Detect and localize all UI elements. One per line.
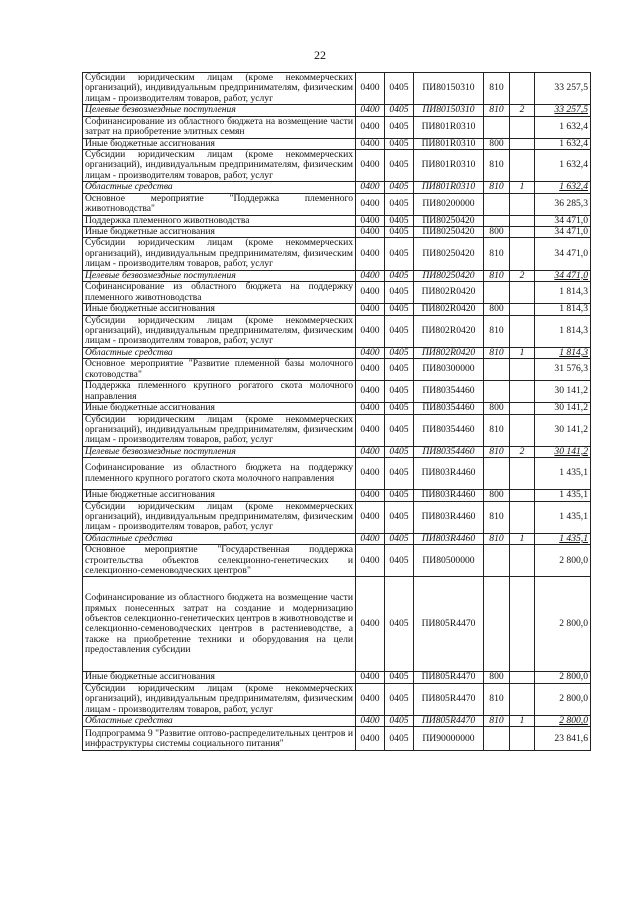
section-code: 0400 <box>356 347 385 358</box>
expense-type-code: 810 <box>484 315 510 347</box>
amount: 30 141,2 <box>535 414 591 446</box>
row-name: Областные средства <box>83 182 356 193</box>
section-code: 0400 <box>356 150 385 182</box>
row-name: Областные средства <box>83 716 356 727</box>
amount: 30 141,2 <box>535 403 591 414</box>
source-code: 2 <box>510 270 535 281</box>
section-code: 0400 <box>356 238 385 270</box>
table-row <box>83 116 591 138</box>
table-row <box>83 193 591 215</box>
table-row <box>83 577 591 672</box>
source-code: 2 <box>510 105 535 116</box>
table-row <box>83 105 591 116</box>
source-code <box>510 545 535 577</box>
section-code: 0400 <box>356 501 385 533</box>
amount: 34 471,0 <box>535 227 591 238</box>
row-name: Иные бюджетные ассигнования <box>83 672 356 683</box>
section-code: 0400 <box>356 304 385 315</box>
table-row <box>83 270 591 281</box>
subsection-code: 0405 <box>385 315 414 347</box>
table-row <box>83 501 591 533</box>
target-article-code: ПИ80250420 <box>414 227 484 238</box>
target-article-code: ПИ803R4460 <box>414 533 484 544</box>
expense-type-code: 810 <box>484 105 510 116</box>
row-name: Целевые безвозмездные поступления <box>83 446 356 457</box>
target-article-code: ПИ80250420 <box>414 238 484 270</box>
section-code: 0400 <box>356 73 385 105</box>
subsection-code: 0405 <box>385 716 414 727</box>
amount: 23 841,6 <box>535 727 591 751</box>
source-code <box>510 73 535 105</box>
expense-type-code: 810 <box>484 182 510 193</box>
subsection-code: 0405 <box>385 182 414 193</box>
target-article-code: ПИ80354460 <box>414 446 484 457</box>
subsection-code: 0405 <box>385 227 414 238</box>
subsection-code: 0405 <box>385 347 414 358</box>
expense-type-code: 800 <box>484 138 510 149</box>
amount: 1 435,1 <box>535 533 591 544</box>
source-code <box>510 304 535 315</box>
section-code: 0400 <box>356 727 385 751</box>
target-article-code: ПИ80250420 <box>414 215 484 226</box>
table-row <box>83 238 591 270</box>
source-code <box>510 403 535 414</box>
target-article-code: ПИ803R4460 <box>414 458 484 490</box>
row-name: Софинансирование из областного бюджета на поддержку племенного крупного рогатого скота молочного направления <box>83 458 356 490</box>
expense-type-code <box>484 577 510 672</box>
table-row <box>83 347 591 358</box>
amount: 2 800,0 <box>535 672 591 683</box>
expense-type-code: 810 <box>484 501 510 533</box>
source-code <box>510 315 535 347</box>
amount: 1 814,3 <box>535 282 591 304</box>
source-code <box>510 116 535 138</box>
target-article-code: ПИ805R4470 <box>414 672 484 683</box>
section-code: 0400 <box>356 716 385 727</box>
row-name: Субсидии юридическим лицам (кроме некоммерческих организаций), индивидуальным предпринимателям, физическим лицам - производителям товаров, работ, услуг <box>83 238 356 270</box>
subsection-code: 0405 <box>385 501 414 533</box>
table-row <box>83 359 591 381</box>
section-code: 0400 <box>356 545 385 577</box>
subsection-code: 0405 <box>385 414 414 446</box>
row-name: Основное мероприятие "Развитие племенной базы молочного скотоводства" <box>83 359 356 381</box>
row-name: Подпрограмма 9 "Развитие оптово-распределительных центров и инфраструктуры системы социального питания" <box>83 727 356 751</box>
source-code <box>510 501 535 533</box>
subsection-code: 0405 <box>385 672 414 683</box>
table-row <box>83 716 591 727</box>
target-article-code: ПИ80354460 <box>414 414 484 446</box>
row-name: Субсидии юридическим лицам (кроме некоммерческих организаций), индивидуальным предпринимателям, физическим лицам - производителям товаров, работ, услуг <box>83 73 356 105</box>
source-code: 1 <box>510 182 535 193</box>
amount: 33 257,5 <box>535 73 591 105</box>
expense-type-code <box>484 381 510 403</box>
amount: 1 435,1 <box>535 490 591 501</box>
expense-type-code <box>484 727 510 751</box>
source-code: 1 <box>510 716 535 727</box>
subsection-code: 0405 <box>385 304 414 315</box>
amount: 30 141,2 <box>535 381 591 403</box>
section-code: 0400 <box>356 193 385 215</box>
budget-table <box>82 72 591 751</box>
source-code <box>510 381 535 403</box>
table-row <box>83 215 591 226</box>
section-code: 0400 <box>356 381 385 403</box>
subsection-code: 0405 <box>385 193 414 215</box>
target-article-code: ПИ80150310 <box>414 105 484 116</box>
expense-type-code: 800 <box>484 304 510 315</box>
target-article-code: ПИ802R0420 <box>414 304 484 315</box>
target-article-code: ПИ80354460 <box>414 381 484 403</box>
row-name: Основное мероприятие "Поддержка племенного животноводства" <box>83 193 356 215</box>
amount: 1 632,4 <box>535 116 591 138</box>
row-name: Целевые безвозмездные поступления <box>83 270 356 281</box>
amount: 30 141,2 <box>535 446 591 457</box>
expense-type-code: 810 <box>484 347 510 358</box>
amount: 1 814,3 <box>535 347 591 358</box>
table-row <box>83 381 591 403</box>
section-code: 0400 <box>356 215 385 226</box>
row-name: Иные бюджетные ассигнования <box>83 403 356 414</box>
source-code <box>510 683 535 715</box>
table-row <box>83 315 591 347</box>
section-code: 0400 <box>356 227 385 238</box>
row-name: Областные средства <box>83 533 356 544</box>
amount: 36 285,3 <box>535 193 591 215</box>
source-code <box>510 238 535 270</box>
subsection-code: 0405 <box>385 683 414 715</box>
table-row <box>83 150 591 182</box>
table-row <box>83 458 591 490</box>
subsection-code: 0405 <box>385 381 414 403</box>
source-code <box>510 150 535 182</box>
subsection-code: 0405 <box>385 215 414 226</box>
expense-type-code: 800 <box>484 672 510 683</box>
budget-table-body <box>83 73 591 751</box>
row-name: Софинансирование из областного бюджета на возмещение части затрат на приобретение элитных семян <box>83 116 356 138</box>
expense-type-code <box>484 282 510 304</box>
expense-type-code: 810 <box>484 270 510 281</box>
expense-type-code: 810 <box>484 683 510 715</box>
subsection-code: 0405 <box>385 116 414 138</box>
target-article-code: ПИ802R0420 <box>414 315 484 347</box>
amount: 34 471,0 <box>535 215 591 226</box>
expense-type-code <box>484 545 510 577</box>
target-article-code: ПИ801R0310 <box>414 182 484 193</box>
table-row <box>83 182 591 193</box>
target-article-code: ПИ801R0310 <box>414 116 484 138</box>
amount: 1 632,4 <box>535 138 591 149</box>
source-code <box>510 227 535 238</box>
table-row <box>83 545 591 577</box>
target-article-code: ПИ801R0310 <box>414 138 484 149</box>
subsection-code: 0405 <box>385 533 414 544</box>
section-code: 0400 <box>356 270 385 281</box>
subsection-code: 0405 <box>385 727 414 751</box>
source-code: 2 <box>510 446 535 457</box>
amount: 2 800,0 <box>535 545 591 577</box>
amount: 1 814,3 <box>535 315 591 347</box>
amount: 2 800,0 <box>535 577 591 672</box>
subsection-code: 0405 <box>385 138 414 149</box>
row-name: Субсидии юридическим лицам (кроме некоммерческих организаций), индивидуальным предпринимателям, физическим лицам - производителям товаров, работ, услуг <box>83 501 356 533</box>
table-row <box>83 227 591 238</box>
source-code: 1 <box>510 347 535 358</box>
expense-type-code: 810 <box>484 533 510 544</box>
section-code: 0400 <box>356 458 385 490</box>
section-code: 0400 <box>356 138 385 149</box>
amount: 33 257,5 <box>535 105 591 116</box>
amount: 34 471,0 <box>535 270 591 281</box>
expense-type-code: 810 <box>484 73 510 105</box>
expense-type-code: 810 <box>484 446 510 457</box>
table-row <box>83 490 591 501</box>
page-number: 22 <box>314 48 326 62</box>
row-name: Субсидии юридическим лицам (кроме некоммерческих организаций), индивидуальным предпринимателям, физическим лицам - производителям товаров, работ, услуг <box>83 150 356 182</box>
row-name: Иные бюджетные ассигнования <box>83 138 356 149</box>
table-row <box>83 533 591 544</box>
section-code: 0400 <box>356 282 385 304</box>
target-article-code: ПИ803R4460 <box>414 490 484 501</box>
amount: 2 800,0 <box>535 716 591 727</box>
row-name: Иные бюджетные ассигнования <box>83 227 356 238</box>
target-article-code: ПИ805R4470 <box>414 683 484 715</box>
target-article-code: ПИ805R4470 <box>414 577 484 672</box>
expense-type-code: 810 <box>484 238 510 270</box>
subsection-code: 0405 <box>385 458 414 490</box>
row-name: Субсидии юридическим лицам (кроме некоммерческих организаций), индивидуальным предпринимателям, физическим лицам - производителям товаров, работ, услуг <box>83 414 356 446</box>
expense-type-code <box>484 359 510 381</box>
row-name: Субсидии юридическим лицам (кроме некоммерческих организаций), индивидуальным предпринимателям, физическим лицам - производителям товаров, работ, услуг <box>83 315 356 347</box>
target-article-code: ПИ80354460 <box>414 403 484 414</box>
row-name: Иные бюджетные ассигнования <box>83 490 356 501</box>
table-row <box>83 138 591 149</box>
section-code: 0400 <box>356 403 385 414</box>
row-name: Субсидии юридическим лицам (кроме некоммерческих организаций), индивидуальным предпринимателям, физическим лицам - производителям товаров, работ, услуг <box>83 683 356 715</box>
expense-type-code <box>484 116 510 138</box>
amount: 34 471,0 <box>535 238 591 270</box>
source-code <box>510 577 535 672</box>
table-row <box>83 446 591 457</box>
source-code <box>510 727 535 751</box>
table-row <box>83 672 591 683</box>
section-code: 0400 <box>356 490 385 501</box>
source-code <box>510 672 535 683</box>
source-code <box>510 138 535 149</box>
target-article-code: ПИ90000000 <box>414 727 484 751</box>
amount: 1 435,1 <box>535 501 591 533</box>
amount: 1 814,3 <box>535 304 591 315</box>
expense-type-code <box>484 215 510 226</box>
row-name: Основное мероприятие "Государственная поддержка строительства объектов селекционно-генетических и селекционно-семеноводческих центров" <box>83 545 356 577</box>
section-code: 0400 <box>356 672 385 683</box>
source-code <box>510 414 535 446</box>
expense-type-code: 800 <box>484 490 510 501</box>
expense-type-code: 800 <box>484 403 510 414</box>
amount: 1 632,4 <box>535 182 591 193</box>
section-code: 0400 <box>356 116 385 138</box>
target-article-code: ПИ80250420 <box>414 270 484 281</box>
section-code: 0400 <box>356 182 385 193</box>
subsection-code: 0405 <box>385 270 414 281</box>
expense-type-code: 800 <box>484 227 510 238</box>
row-name: Софинансирование из областного бюджета на возмещение части прямых понесенных затрат на создание и модернизацию объектов селекционно-генетических центров в животноводстве и селекционно-семеноводческих центров в растениеводстве, а также на приобретение техники и оборудования на цели предоставления субсидии <box>83 577 356 672</box>
source-code <box>510 193 535 215</box>
row-name: Иные бюджетные ассигнования <box>83 304 356 315</box>
section-code: 0400 <box>356 105 385 116</box>
section-code: 0400 <box>356 359 385 381</box>
expense-type-code: 810 <box>484 716 510 727</box>
target-article-code: ПИ80150310 <box>414 73 484 105</box>
target-article-code: ПИ801R0310 <box>414 150 484 182</box>
source-code <box>510 215 535 226</box>
subsection-code: 0405 <box>385 403 414 414</box>
target-article-code: ПИ805R4470 <box>414 716 484 727</box>
table-row <box>83 304 591 315</box>
table-row <box>83 683 591 715</box>
subsection-code: 0405 <box>385 238 414 270</box>
source-code <box>510 359 535 381</box>
subsection-code: 0405 <box>385 105 414 116</box>
row-name: Целевые безвозмездные поступления <box>83 105 356 116</box>
row-name: Поддержка племенного крупного рогатого скота молочного направления <box>83 381 356 403</box>
expense-type-code: 810 <box>484 414 510 446</box>
subsection-code: 0405 <box>385 446 414 457</box>
table-row <box>83 282 591 304</box>
source-code: 1 <box>510 533 535 544</box>
subsection-code: 0405 <box>385 73 414 105</box>
section-code: 0400 <box>356 577 385 672</box>
subsection-code: 0405 <box>385 490 414 501</box>
row-name: Софинансирование из областного бюджета на поддержку племенного животноводства <box>83 282 356 304</box>
target-article-code: ПИ80500000 <box>414 545 484 577</box>
target-article-code: ПИ802R0420 <box>414 347 484 358</box>
table-row <box>83 414 591 446</box>
table-row <box>83 403 591 414</box>
section-code: 0400 <box>356 683 385 715</box>
subsection-code: 0405 <box>385 150 414 182</box>
source-code <box>510 490 535 501</box>
section-code: 0400 <box>356 533 385 544</box>
subsection-code: 0405 <box>385 577 414 672</box>
amount: 1 435,1 <box>535 458 591 490</box>
target-article-code: ПИ80200000 <box>414 193 484 215</box>
expense-type-code <box>484 458 510 490</box>
expense-type-code: 810 <box>484 150 510 182</box>
amount: 2 800,0 <box>535 683 591 715</box>
source-code <box>510 458 535 490</box>
table-row <box>83 727 591 751</box>
amount: 31 576,3 <box>535 359 591 381</box>
row-name: Поддержка племенного животноводства <box>83 215 356 226</box>
section-code: 0400 <box>356 446 385 457</box>
expense-type-code <box>484 193 510 215</box>
section-code: 0400 <box>356 315 385 347</box>
section-code: 0400 <box>356 414 385 446</box>
target-article-code: ПИ803R4460 <box>414 501 484 533</box>
amount: 1 632,4 <box>535 150 591 182</box>
subsection-code: 0405 <box>385 282 414 304</box>
subsection-code: 0405 <box>385 359 414 381</box>
target-article-code: ПИ80300000 <box>414 359 484 381</box>
row-name: Областные средства <box>83 347 356 358</box>
target-article-code: ПИ802R0420 <box>414 282 484 304</box>
table-row <box>83 73 591 105</box>
source-code <box>510 282 535 304</box>
subsection-code: 0405 <box>385 545 414 577</box>
